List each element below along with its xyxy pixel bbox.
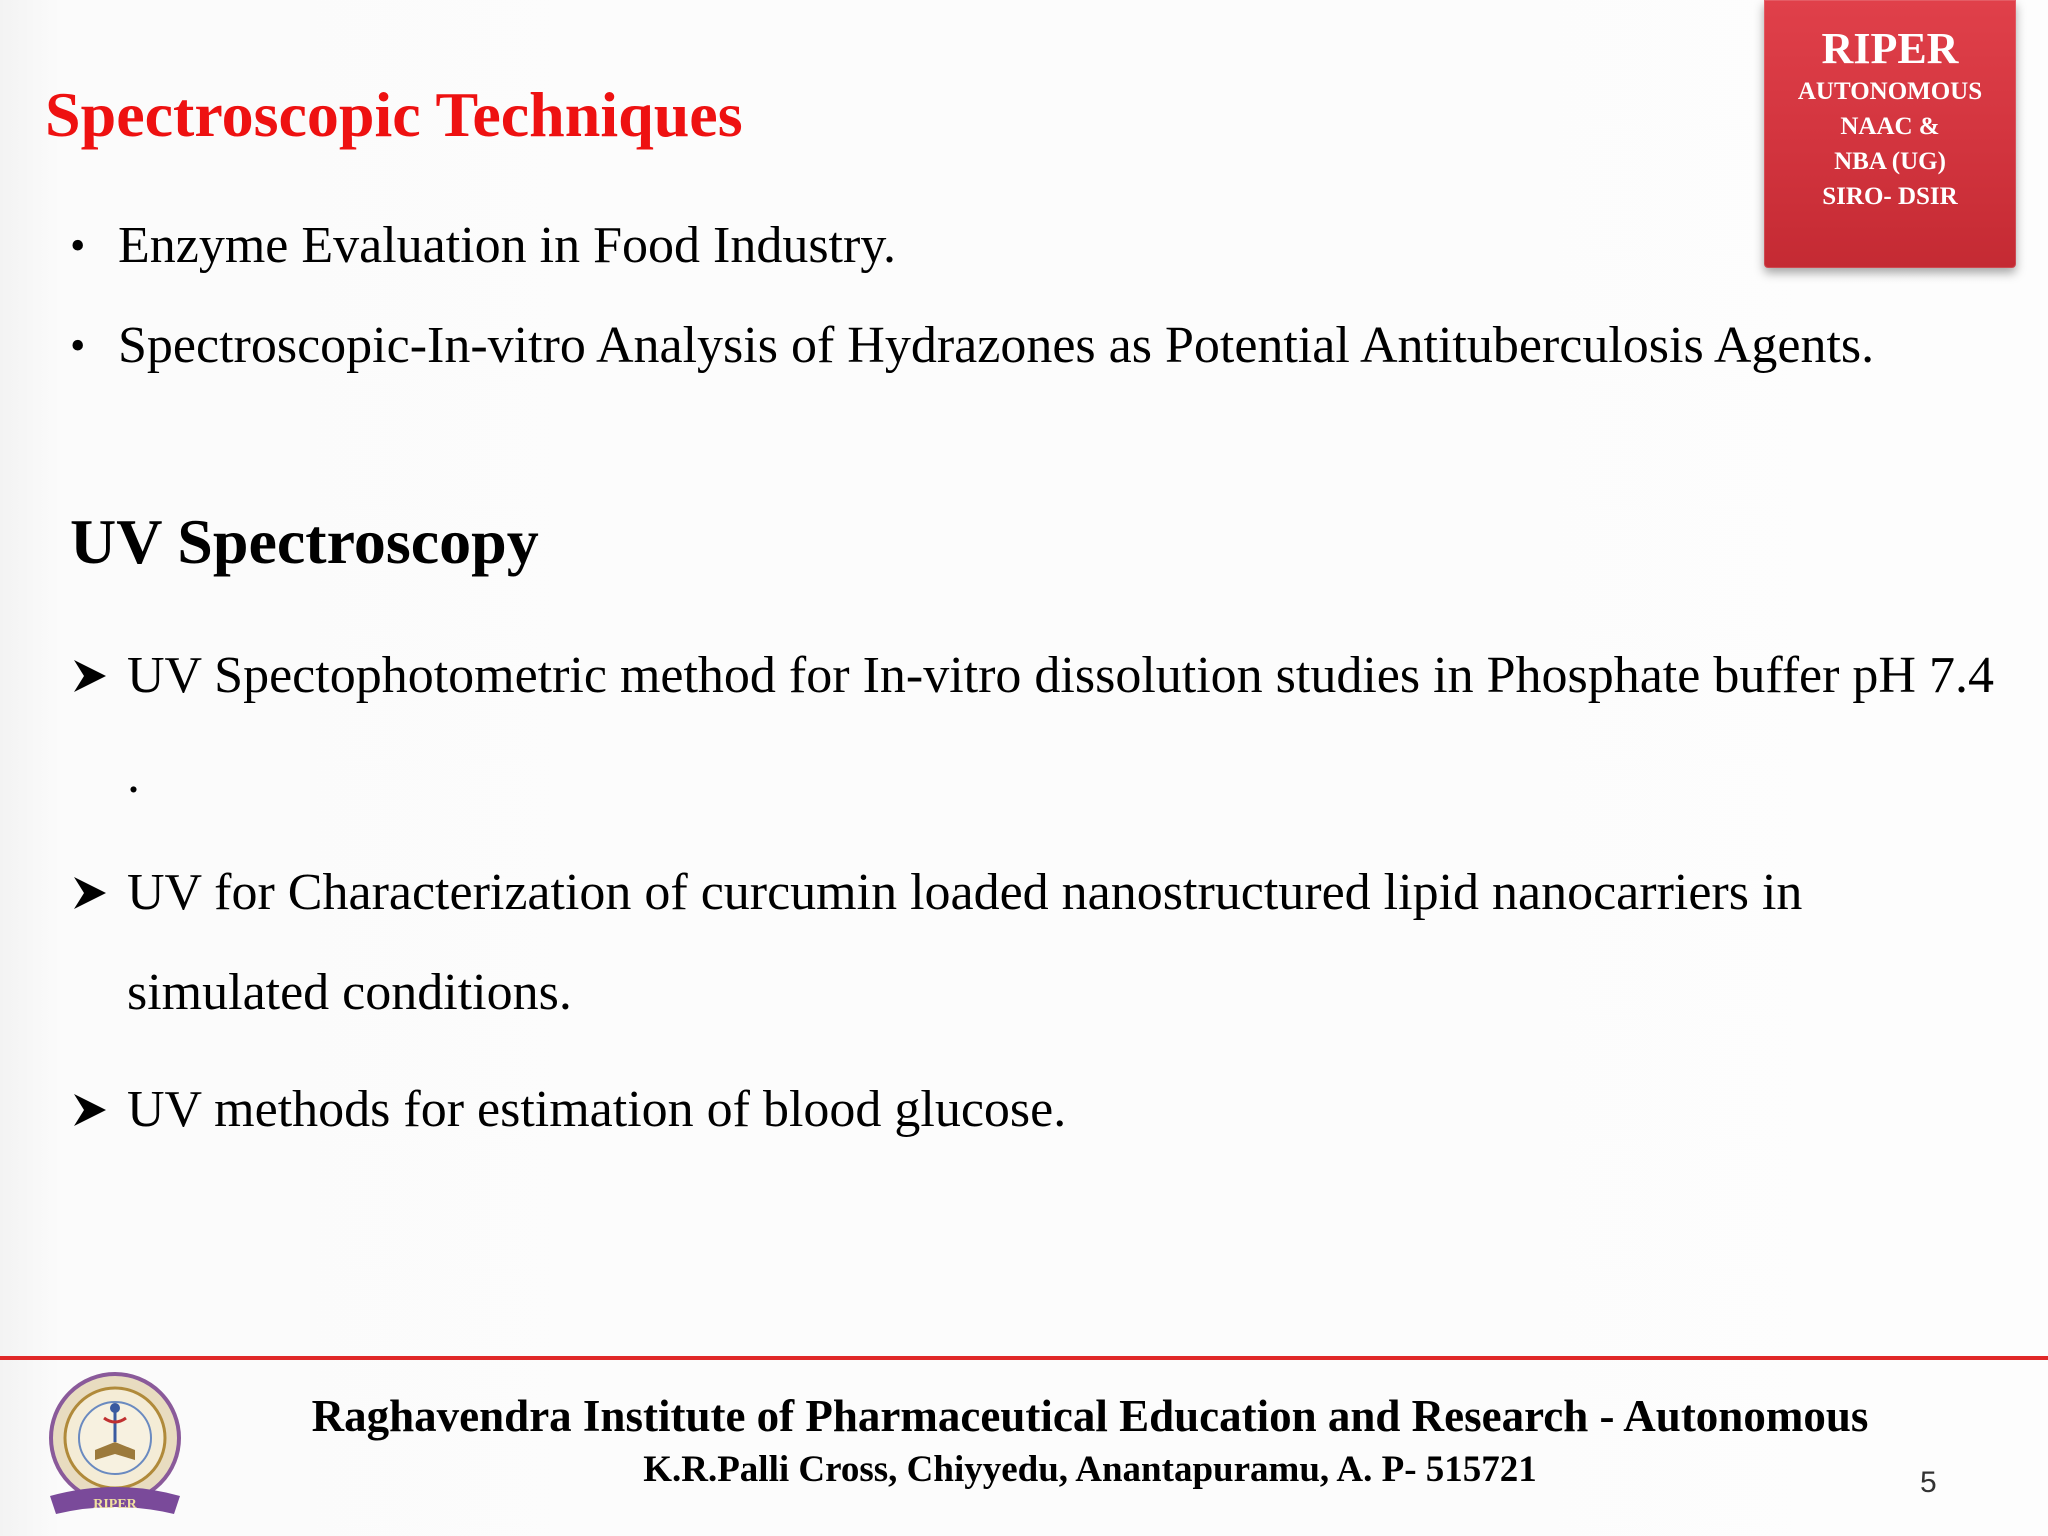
arrow-list	[70, 626, 2010, 1177]
arrow-item	[70, 1060, 2010, 1160]
bullet-dot-icon: •	[70, 221, 86, 270]
badge-autonomous: AUTONOMOUS	[1797, 78, 1983, 105]
svg-text:RIPER: RIPER	[93, 1497, 137, 1512]
page-number: 5	[1920, 1466, 1937, 1499]
arrow-item	[70, 843, 2010, 1043]
arrow-bullet-icon	[70, 1090, 110, 1130]
footer-divider	[0, 1356, 2048, 1360]
slide-title: Spectroscopic Techniques	[45, 79, 743, 150]
bullet-item	[70, 196, 1990, 296]
institution-name: Raghavendra Institute of Pharmaceutical Education and Research - Autonomous	[311, 1391, 1869, 1441]
college-emblem-icon	[40, 1368, 190, 1528]
badge-riper: RIPER	[1821, 24, 1959, 73]
badge-nba: NBA (UG)	[1834, 148, 1946, 175]
arrow-item-text: UV for Characterization of curcumin loaded nanostructured lipid nanocarriers in simulated conditions.	[127, 864, 1803, 1021]
bullet-dot-icon: •	[70, 321, 86, 370]
badge-siro: SIRO- DSIR	[1822, 183, 1958, 210]
badge-naac: NAAC &	[1840, 113, 1940, 140]
section-heading: UV Spectroscopy	[70, 506, 539, 577]
bullet-text: Spectroscopic-In-vitro Analysis of Hydrazones as Potential Antituberculosis Agents.	[118, 317, 1875, 374]
arrow-item	[70, 626, 2010, 826]
arrow-item-text: UV methods for estimation of blood glucose.	[127, 1081, 1067, 1138]
arrow-bullet-icon	[70, 873, 110, 913]
bullet-text: Enzyme Evaluation in Food Industry.	[118, 217, 896, 274]
arrow-bullet-icon	[70, 656, 110, 696]
bullet-item	[70, 296, 1990, 396]
arrow-item-text: UV Spectophotometric method for In-vitro dissolution studies in Phosphate buffer pH 7.4 .	[127, 647, 1994, 804]
institution-address: K.R.Palli Cross, Chiyyedu, Anantapuramu, A. P- 515721	[643, 1449, 1537, 1490]
bullet-list	[70, 196, 1990, 396]
